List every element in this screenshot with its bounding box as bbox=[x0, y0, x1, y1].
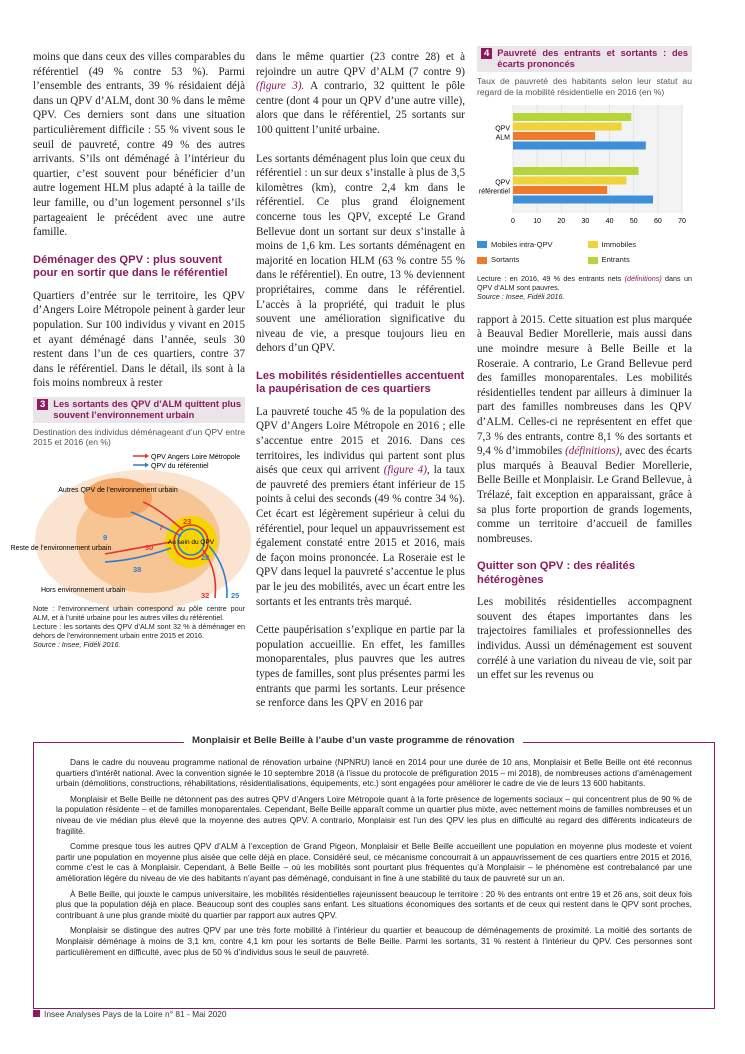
paragraph bbox=[256, 405, 465, 609]
figure-3 bbox=[10, 397, 245, 650]
definitions-link[interactable]: (définitions) bbox=[565, 445, 620, 458]
bar-sortants bbox=[513, 186, 607, 194]
legend-swatch bbox=[477, 257, 487, 264]
paragraph: Cette paupérisation s’explique en partie par la population accueillie. En effet, les familles monoparentales, plus pauvres que les autres types de familles, sont plus présentes parmi les entrants que parmi les sortants. Leur présence se renforce dans les QPV en 2016 par bbox=[256, 624, 465, 710]
paragraph: Les sortants déménagent plus loin que ceux du référentiel : un sur deux s’installe à plus de 3,5 kilomètres (km), contre 2,4 km dans le référentiel. Ce plus grand éloignement concerne tous les QPV, excepté Le Grand Bellevue dont un sortant sur deux s’installe à moins de 1,6 km. Les sortants déménagent en majorité en location HLM (63 % contre 55 % dans le référentiel). En outre, 13 % deviennent propriétaires, comme dans le référentiel. L’accès à la propriété, qui traduit le plus souvent une amélioration significative du niveau de vie, a presque toujours lieu en dehors d’un QPV. bbox=[256, 152, 465, 355]
text: , la taux de pauvreté des premiers étant inférieur de 15 points à celui des seconds (49 % contre 34 %). Cet écart est légèrement supérieur à celui du référentiel, pour lequel un appauvrissement est également constaté entre 2015 et 2016, mais de façon moins prononcée. La Roseraie est le QPV dans lequel la pauvreté s’accentue le plus par le jeu des mobilités, avec un écart entre les sortants et les entrants très marqué. bbox=[256, 464, 466, 608]
value-38: 38 bbox=[133, 564, 142, 574]
text: La pauvreté touche 45 % de la population des QPV d’Angers Loire Métropole en 2016 ; elle s’accentue entre 2015 et 2016. Dans ces territoires, les individus qui partent sont plus aisés que ceux qui arrivent bbox=[256, 405, 465, 477]
figure-4-note bbox=[477, 274, 692, 301]
paragraph: moins que dans ceux des villes comparables du référentiel (49 % contre 53 %). Parmi l’ensemble des entrants, 39 % résidaient déjà dans un QPV d’ALM, dont 30 % dans le même QPV. Ces derniers sont dans une situation particulièrement difficile : 55 % vivent sous le seuil de pauvreté, contre 49 % des autres arrivants. S’ils ont déménagé à l’intérieur du quartier, c’est souvent pour bénéficier d’un autre logement HLM plus adapté à la taille de leur famille, ou d’un logement personnel s’ils partageaient le précédent avec une autre famille. bbox=[33, 51, 245, 239]
x-tick-label: 60 bbox=[653, 218, 662, 225]
category-label: QPV bbox=[495, 125, 510, 133]
legend-swatch bbox=[588, 257, 598, 264]
box-paragraph: Monplaisir et Belle Beille ne détonnent pas des autres QPV d’Angers Loire Métropole quant à la forte présence de logements sociaux – qui concentrent plus de 90 % de la population résidente – et de familles monoparentales. Cependant, Belle Beille apparaît comme un quartier plus mixte, avec nettement moins de familles nombreuses et un niveau de vie médian plus élevé que la moyenne des autres QPV. A contrario, Monplaisir est l’un des QPV les plus en difficulté au regard des différents indicateurs de fragilité. bbox=[56, 793, 692, 836]
value-25: 25 bbox=[231, 590, 240, 600]
reading-text bbox=[477, 274, 692, 292]
legend-item bbox=[588, 238, 693, 253]
bar-sortants bbox=[513, 132, 595, 140]
box-paragraph: À Belle Beille, qui jouxte le campus universitaire, les mobilités résidentielles rajeunissent beaucoup le territoire : 20 % des entrants ont entre 19 et 26 ans, soit deux fois plus que la population déjà en place. Beaucoup sont des couples sans enfant. Les situations économiques des sortants et de ceux qui restent dans le QPV sont proches, contribuant à une plus grande mixité du quartier par rapport aux autres QPV. bbox=[56, 888, 692, 920]
bar-mobiles-intra-qpv bbox=[513, 142, 646, 150]
footer-text: Insee Analyses Pays de la Loire n° 81 - Mai 2020 bbox=[44, 1009, 227, 1019]
text: dans un QPV d’ALM sont pauvres. bbox=[477, 273, 692, 292]
label-rest-urban: Reste de l’environnement urbain bbox=[10, 544, 112, 552]
section-heading: Déménager des QPV : plus souvent pour en sortir que dans le référentiel bbox=[33, 253, 228, 280]
box-body bbox=[34, 743, 714, 957]
paragraph: Quartiers d’entrée sur le territoire, les QPV d’Angers Loire Métropole peinent à garder leur population. Sur 100 individus y vivant en 2015 et ayant déménagé dans l’année, seuls 30 restent dans l’un de ces quartiers, contre 37 dans le référentiel. Dans le détail, ils sont à la fois moins nombreux à rester bbox=[33, 289, 245, 390]
reading-text: Lecture : les sortants des QPV d’ALM sont 32 % à déménager en dehors de l’environnement urbain entre 2015 et 2016. bbox=[33, 622, 245, 641]
x-tick-label: 50 bbox=[629, 218, 638, 225]
bar-chart bbox=[477, 101, 689, 231]
note-text: Note : l’environnement urbain correspond au pôle centre pour ALM, et à l’unité urbaine pour les autres villes du référentiel. bbox=[33, 604, 245, 623]
figure-4-header bbox=[477, 46, 692, 72]
legend-ref: QPV du référentiel bbox=[151, 462, 209, 470]
figure-title: Pauvreté des entrants et sortants : des écarts prononcés bbox=[497, 48, 688, 69]
text: , avec des écarts plus marqués à Beauval Bedier Morellerie, Belle Beille et Monplaisir. Le Grand Bellevue, à Trélazé, fait exception en apparaissant, grâce à sa plus forte proportion de grands logements, comme un territoire d’accueil de familles nombreuses. bbox=[477, 445, 692, 545]
x-tick-label: 40 bbox=[605, 218, 614, 225]
label-other-qpv: Autres QPV de l’environnement urbain bbox=[58, 486, 178, 494]
value-7: 7 bbox=[159, 522, 164, 532]
figure-link[interactable]: (figure 3). bbox=[256, 80, 305, 93]
source-text: Source : Insee, Fidéli 2016. bbox=[477, 291, 565, 301]
info-box bbox=[33, 735, 715, 1009]
box-paragraph: Dans le cadre du nouveau programme national de rénovation urbaine (NPNRU) lancé en 2014 pour une durée de 10 ans, Monplaisir et Belle Beille ont été reconnus quartiers d’intérêt national. Avec la convention signée le 10 septembre 2018 (à l’issue du protocole de préfiguration 2015 – mi 2018), de nombreuses actions d’aménagement urbain (démolitions, constructions, réhabilitations, résidentialisations, équipements, etc.) sont engagées pour améliorer le cadre de vie de leurs 13 600 habitants. bbox=[56, 757, 692, 789]
box-title: Monplaisir et Belle Beille à l’aube d’un vaste programme de rénovation bbox=[184, 736, 523, 747]
x-tick-label: 30 bbox=[581, 218, 590, 225]
label-outside: Hors environnement urbain bbox=[41, 586, 126, 594]
value-23: 23 bbox=[183, 516, 192, 526]
figure-subtitle: Taux de pauvreté des habitants selon leur statut au regard de la mobilité résidentielle en 2016 (en %) bbox=[477, 76, 692, 97]
value-30: 30 bbox=[145, 542, 154, 552]
text: dans le même quartier (23 contre 28) et à rejoindre un autre QPV d’ALM (7 contre 9) bbox=[256, 51, 465, 78]
definitions-link[interactable]: (définitions) bbox=[624, 273, 662, 283]
text: Lecture : en 2016, 49 % des entrants nets bbox=[477, 273, 625, 283]
paragraph: Les mobilités résidentielles accompagnent souvent des étapes importantes dans les trajectoires familiales et professionnelles des individus. Aussi un déménagement est souvent corrélé à une variation du niveau de vie, soit par un effet sur les revenus ou bbox=[477, 596, 692, 682]
value-32: 32 bbox=[201, 590, 210, 600]
text: rapport à 2015. Cette situation est plus marquée à Beauval Bedier Morellerie, mais aussi dans une moindre mesure à Belle Beille et la Roseraie. A contrario, Le Grand Bellevue perd des familles monoparentales. Les mobilités résidentielles tendent par ailleurs à diminuer la part des familles nombreuses dans les QPV d’ALM. Celles-ci ne représentent en effet que 7,3 % des entrants, contre 8,1 % des sortants et 9,4 % d’immobiles bbox=[477, 313, 692, 458]
column-1 bbox=[10, 50, 245, 650]
legend-alm: QPV Angers Loire Métropole bbox=[151, 453, 241, 461]
legend-label: Immobiles bbox=[601, 239, 637, 249]
figure-3-note bbox=[33, 604, 245, 649]
x-tick-label: 0 bbox=[511, 218, 515, 225]
legend-item bbox=[477, 253, 582, 268]
bar-entrants bbox=[513, 167, 639, 175]
figure-3-header bbox=[33, 397, 245, 423]
value-28: 28 bbox=[201, 552, 210, 562]
legend-swatch bbox=[477, 241, 487, 248]
column-3 bbox=[477, 46, 692, 697]
figure-number: 4 bbox=[481, 48, 492, 59]
footer-square-icon bbox=[33, 1010, 40, 1017]
legend-label: Entrants bbox=[601, 255, 630, 265]
other-qpv-zone bbox=[84, 478, 152, 518]
figure-4 bbox=[477, 46, 692, 301]
bar-immobiles bbox=[513, 177, 626, 185]
figure-title: Les sortants des QPV d’ALM quittent plus souvent l’environnement urbain bbox=[53, 398, 241, 420]
text: A contrario, 32 quittent le pôle centre (dont 4 pour un QPV d’une autre ville), alors que dans le référentiel, 25 sortants sur 100 quittent l’unité urbaine. bbox=[256, 80, 465, 136]
legend-label: Sortants bbox=[491, 255, 520, 265]
flow-diagram bbox=[10, 450, 245, 600]
label-same-qpv: Au sein du QPV bbox=[167, 538, 215, 546]
legend-label: Mobiles intra-QPV bbox=[491, 239, 553, 249]
source-text: Source : Insee, Fidéli 2016. bbox=[33, 640, 121, 650]
figure-link[interactable]: (figure 4) bbox=[383, 464, 427, 477]
bar-mobiles-intra-qpv bbox=[513, 196, 653, 204]
bar-entrants bbox=[513, 113, 631, 121]
legend-swatch bbox=[588, 241, 598, 248]
column-2 bbox=[256, 50, 465, 725]
value-9: 9 bbox=[103, 532, 108, 542]
chart-legend bbox=[477, 238, 692, 268]
page-footer bbox=[33, 1009, 227, 1019]
category-label: ALM bbox=[495, 134, 510, 142]
figure-number: 3 bbox=[37, 399, 48, 410]
box-paragraph: Comme presque tous les autres QPV d’ALM à l’exception de Grand Pigeon, Monplaisir et Belle Beille accueillent une population en moyenne plus modeste et voient partir une population en moyenne plus aisée que celle déjà en place. Considéré seul, ce mécanisme concourrait à un appauvrissement de ces quartiers entre 2015 et 2016, comme c’est le cas à Monplaisir. Cependant, à Belle Beille – où les mobilités sont pourtant plus fréquentes qu’à Monplaisir – le phénomène est contrebalancé par une amélioration légère du niveau de vie des habitants n’ayant pas déménagé, conduisant in fine à une stabilité du taux de pauvreté sur un an. bbox=[56, 841, 692, 883]
figure-subtitle: Destination des individus déménageant d’un QPV entre 2015 et 2016 (en %) bbox=[33, 426, 245, 448]
x-tick-label: 70 bbox=[678, 218, 686, 225]
category-label: QPV bbox=[495, 179, 510, 187]
legend-item bbox=[588, 253, 693, 268]
paragraph bbox=[256, 50, 465, 138]
paragraph bbox=[477, 313, 692, 547]
box-paragraph: Monplaisir se distingue des autres QPV par une très forte mobilité à l’intérieur du quartier et beaucoup de déménagements de proximité. La moitié des sortants de Monplaisir déménage à moins de 3,1 km, contre 4,1 km pour les sortants de Belle Beille. Parmi les sortants, 31 % restent à l’intérieur du QPV. Ces personnes sont particulièrement en difficulté, avec plus de 50 % d’individus sous le seuil de pauvreté. bbox=[56, 925, 692, 957]
legend-item bbox=[477, 238, 582, 253]
x-tick-label: 20 bbox=[557, 218, 566, 225]
section-heading: Les mobilités résidentielles accentuent la paupérisation de ces quartiers bbox=[256, 369, 465, 396]
x-tick-label: 10 bbox=[533, 218, 542, 225]
bar-immobiles bbox=[513, 123, 622, 131]
section-heading: Quitter son QPV : des réalités hétérogènes bbox=[477, 560, 635, 586]
category-label: référentiel bbox=[478, 188, 510, 196]
